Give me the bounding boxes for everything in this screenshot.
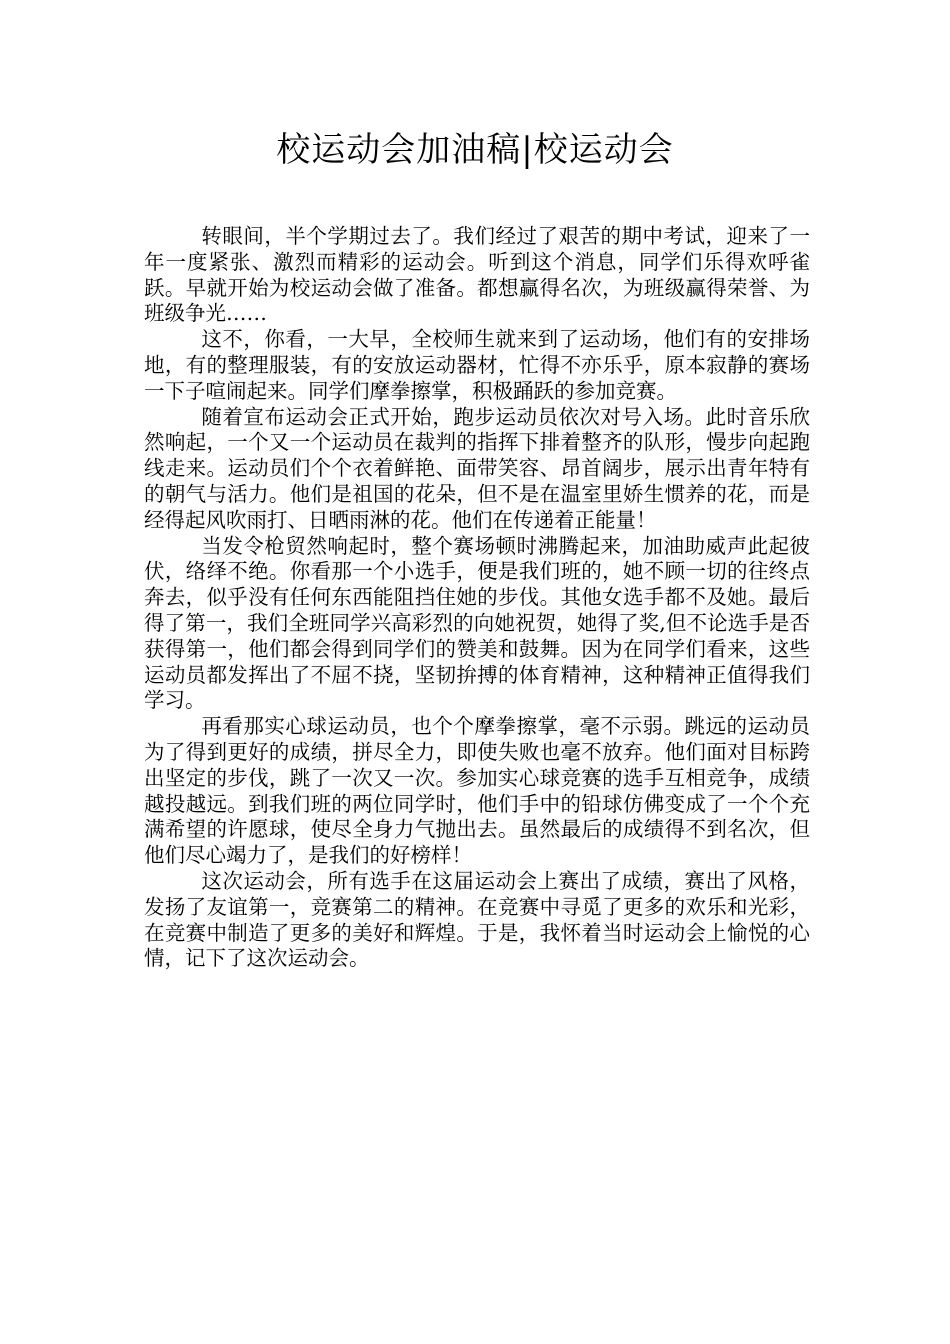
- paragraph-5: 再看那实心球运动员，也个个摩拳擦掌，毫不示弱。跳远的运动员为了得到更好的成绩，拼尽全力，即使失败也毫不放弃。他们面对目标跨出坚定的步伐，跳了一次又一次。参加实心球竞赛的选手互相竞争，成绩越投越远。到我们班的两位同学时，他们手中的铅球仿佛变成了一个个充满希望的许愿球，使尽全身力气抛出去。虽然最后的成绩得不到名次，但他们尽心竭力了，是我们的好榜样！: [144, 714, 810, 868]
- paragraph-6: 这次运动会，所有选手在这届运动会上赛出了成绩，赛出了风格，发扬了友谊第一，竞赛第二的精神。在竞赛中寻觅了更多的欢乐和光彩，在竞赛中制造了更多的美好和辉煌。于是，我怀着当时运动会上愉悦的心情，记下了这次运动会。: [144, 868, 810, 971]
- document-body: [144, 224, 810, 972]
- document-title: 校运动会加油稿|校运动会: [276, 130, 674, 170]
- paragraph-2: 这不，你看，一大早，全校师生就来到了运动场，他们有的安排场地，有的整理服装，有的安放运动器材，忙得不亦乐乎，原本寂静的赛场一下子喧闹起来。同学们摩拳擦掌，积极踊跃的参加竞赛。: [144, 327, 810, 403]
- paragraph-4: 当发令枪贸然响起时，整个赛场顿时沸腾起来，加油助威声此起彼伏，络绎不绝。你看那一个小选手，便是我们班的，她不顾一切的往终点奔去，似乎没有任何东西能阻挡住她的步伐。其他女选手都不及她。最后得了第一，我们全班同学兴高彩烈的向她祝贺，她得了奖,但不论选手是否获得第一，他们都会得到同学们的赞美和鼓舞。因为在同学们看来，这些运动员都发挥出了不屈不挠，坚韧拚搏的体育精神，这种精神正值得我们学习。: [144, 533, 810, 713]
- paragraph-3: 随着宣布运动会正式开始，跑步运动员依次对号入场。此时音乐欣然响起，一个又一个运动员在裁判的指挥下排着整齐的队形，慢步向起跑线走来。运动员们个个衣着鲜艳、面带笑容、昂首阔步，展示出青年特有的朝气与活力。他们是祖国的花朵，但不是在温室里娇生惯养的花，而是经得起风吹雨打、日晒雨淋的花。他们在传递着正能量！: [144, 404, 810, 532]
- paragraph-1: 转眼间，半个学期过去了。我们经过了艰苦的期中考试，迎来了一年一度紧张、激烈而精彩的运动会。听到这个消息，同学们乐得欢呼雀跃。早就开始为校运动会做了准备。都想赢得名次，为班级赢得荣誉、为班级争光……: [144, 224, 810, 326]
